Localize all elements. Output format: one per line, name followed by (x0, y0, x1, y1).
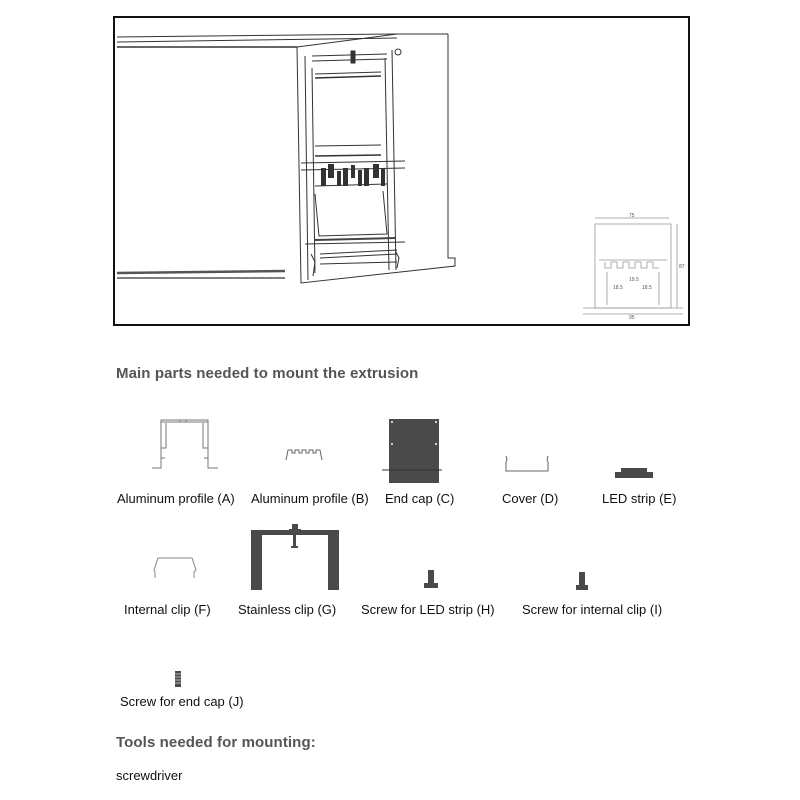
extrusion-diagram (113, 16, 690, 326)
parts-heading: Main parts needed to mount the extrusion (116, 365, 419, 382)
tools-text: screwdriver (116, 768, 183, 783)
part-label-g: Stainless clip (G) (238, 602, 337, 617)
screw-icon-j (174, 671, 182, 687)
screw-icon-h (424, 570, 438, 588)
stainless-clip-icon (251, 522, 339, 590)
dim-center-slot: 19.5 (629, 277, 639, 283)
aluminum-profile-b-icon (284, 447, 324, 461)
part-label-f: Internal clip (F) (124, 602, 211, 617)
dim-height: 87 (679, 264, 685, 270)
cover-icon (504, 454, 550, 474)
end-cap-icon (382, 418, 442, 484)
part-label-i: Screw for internal clip (I) (522, 602, 663, 617)
part-label-h: Screw for LED strip (H) (361, 602, 495, 617)
part-label-d: Cover (D) (502, 491, 559, 506)
screw-icon-i (576, 572, 588, 590)
part-label-j: Screw for end cap (J) (120, 694, 244, 709)
part-label-e: LED strip (E) (602, 491, 677, 506)
part-label-a: Aluminum profile (A) (117, 491, 235, 506)
part-label-b: Aluminum profile (B) (251, 491, 369, 506)
dim-bottom-width: 95 (629, 315, 635, 320)
dim-left-slot: 18.5 (613, 285, 623, 291)
dim-top-width: 75 (629, 213, 635, 219)
dim-right-slot: 18.5 (642, 285, 652, 291)
tools-heading: Tools needed for mounting: (116, 734, 316, 751)
aluminum-profile-a-icon (150, 418, 220, 470)
internal-clip-icon (152, 556, 198, 580)
part-label-c: End cap (C) (385, 491, 455, 506)
cross-section-inset (577, 210, 687, 320)
led-strip-icon (615, 467, 653, 479)
